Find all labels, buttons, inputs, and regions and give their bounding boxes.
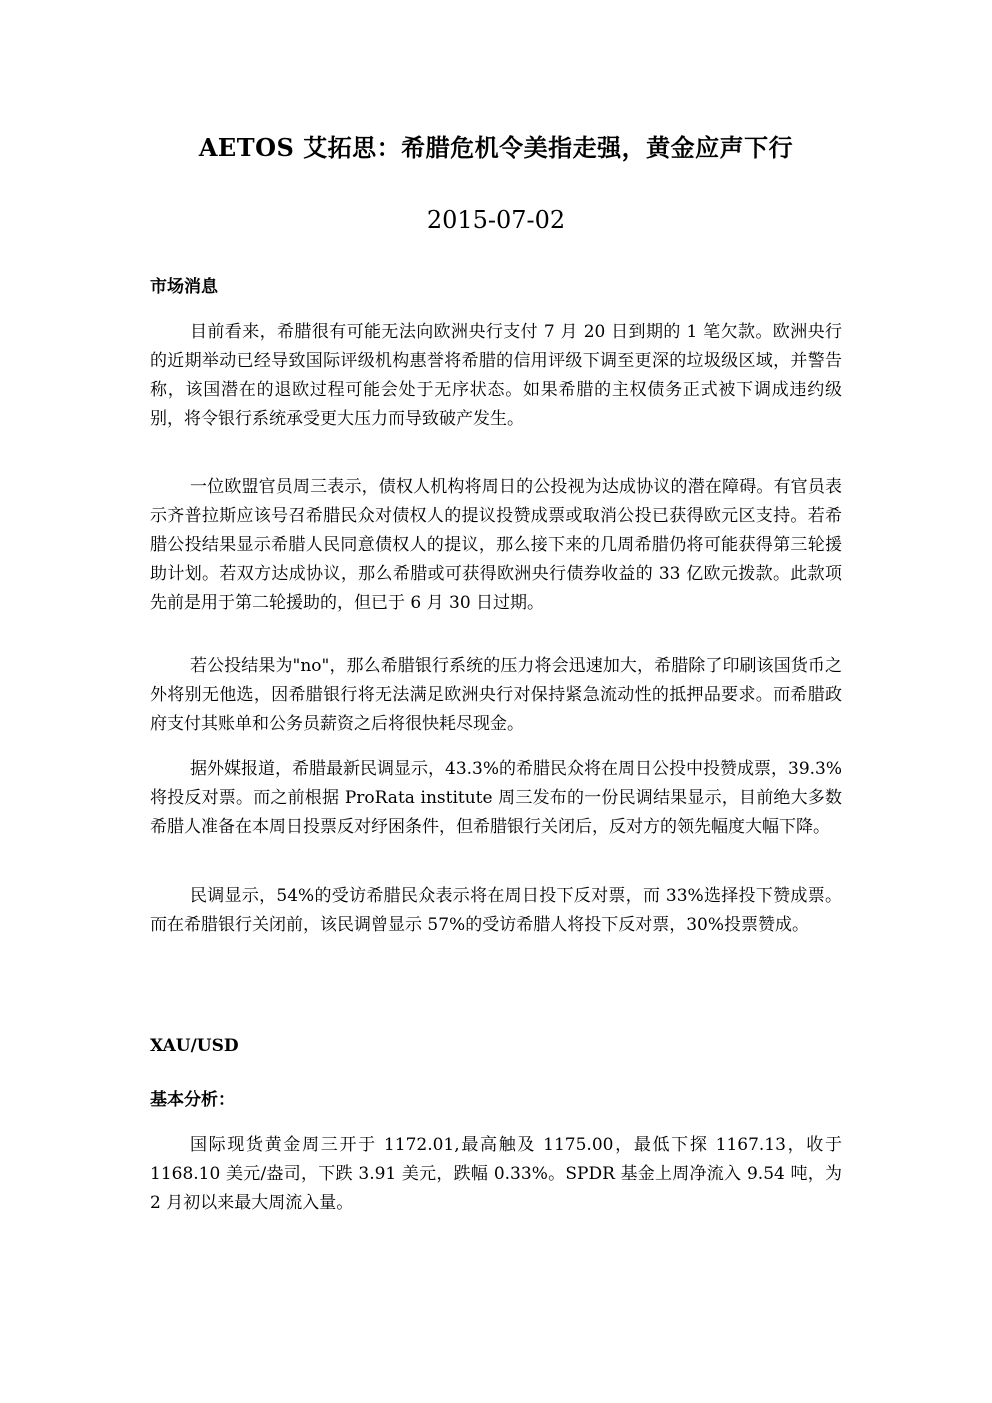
document-date: 2015-07-02 <box>426 206 566 234</box>
market-news-paragraph-2: 一位欧盟官员周三表示，债权人机构将周日的公投视为达成协议的潜在障碍。有官员表示齐普拉斯应该号召希腊民众对债权人的提议投赞成票或取消公投已获得欧元区支持。若希腊公投结果显示希腊人民同意债权人的提议，那么接下来的几周希腊仍将可能获得第三轮援助计划。若双方达成协议，那么希腊或可获得欧洲央行债券收益的 33 亿欧元拨款。此款项先前是用于第二轮援助的，但已于 6 月 30 日过期。 <box>150 477 842 613</box>
section-heading-fundamental: 基本分析： <box>150 1090 235 1110</box>
market-news-paragraph-3: 若公投结果为"no"，那么希腊银行系统的压力将会迅速加大，希腊除了印刷该国货币之外将别无他选，因希腊银行将无法满足欧洲央行对保持紧急流动性的抵押品要求。而希腊政府支付其账单和公务员薪资之后将很快耗尽现金。 <box>150 656 842 734</box>
instrument-label: XAU/USD <box>150 1036 239 1056</box>
section-heading-market-news: 市场消息 <box>150 277 218 297</box>
market-news-paragraph-5: 民调显示，54%的受访希腊民众表示将在周日投下反对票，而 33%选择投下赞成票。而在希腊银行关闭前，该民调曾显示 57%的受访希腊人将投下反对票，30%投票赞成。 <box>150 886 842 935</box>
document-title: AETOS 艾拓思：希腊危机令美指走强，黄金应声下行 <box>198 133 794 162</box>
market-news-paragraph-1: 目前看来，希腊很有可能无法向欧洲央行支付 7 月 20 日到期的 1 笔欠款。欧洲央行的近期举动已经导致国际评级机构惠誉将希腊的信用评级下调至更深的垃圾级区域，并警告称，该国潜在的退欧过程可能会处于无序状态。如果希腊的主权债务正式被下调成违约级别，将令银行系统承受更大压力而导致破产发生。 <box>150 322 842 429</box>
market-news-paragraph-4: 据外媒报道，希腊最新民调显示，43.3%的希腊民众将在周日公投中投赞成票，39.3%将投反对票。而之前根据 ProRata institute 周三发布的一份民调结果显示，目前绝大多数希腊人准备在本周日投票反对纾困条件，但希腊银行关闭后，反对方的领先幅度大幅下降。 <box>150 759 843 837</box>
fundamental-paragraph-1: 国际现货黄金周三开于 1172.01,最高触及 1175.00，最低下探 1167.13，收于 1168.10 美元/盎司，下跌 3.91 美元，跌幅 0.33%。SPDR 基金上周净流入 9.54 吨，为 2 月初以来最大周流入量。 <box>150 1135 842 1213</box>
